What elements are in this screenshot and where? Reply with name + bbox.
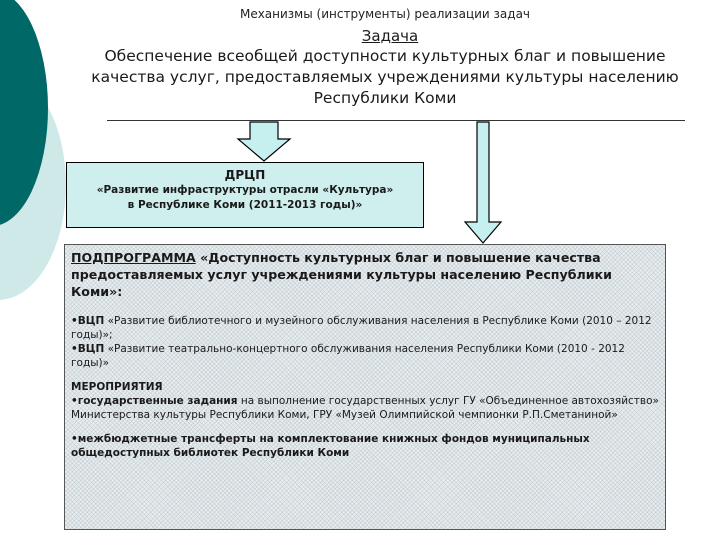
header-divider	[107, 120, 685, 121]
decorative-circles	[0, 0, 70, 300]
drcp-box	[66, 162, 424, 228]
gov-tasks-label: •государственные задания	[71, 395, 238, 407]
task-label: Задача	[361, 27, 419, 45]
drcp-line-1: «Развитие инфраструктуры отрасли «Культура»	[96, 184, 394, 196]
arrow-down-to-subprogram	[457, 121, 509, 245]
mechanisms-title: Механизмы (инструменты) реализации задач	[239, 7, 531, 21]
arrow-down-to-drcp	[236, 121, 292, 163]
drcp-title: ДРЦП	[224, 168, 266, 182]
subprogram-box	[64, 244, 666, 530]
events-title: МЕРОПРИЯТИЯ	[71, 381, 163, 393]
subprogram-label: ПОДПРОГРАММА	[71, 250, 196, 265]
transfers-item: •межбюджетные трансферты на комплектование книжных фондов муниципальных общедоступных библиотек Республики Коми	[71, 433, 590, 459]
drcp-line-2: в Республике Коми (2011-2013 годы)»	[127, 199, 363, 211]
vcp-bullet: •ВЦП	[71, 315, 105, 327]
subprogram-title	[71, 249, 659, 300]
gov-tasks-item	[71, 394, 659, 422]
subprogram-name: «Доступность культурных благ и повышение качества предоставляемых услуг учреждениями культуры населению Республики Коми»:	[71, 250, 612, 299]
vcp-bullet: •ВЦП	[71, 343, 105, 355]
vcp-item-library	[71, 314, 659, 342]
vcp-library-text: «Развитие библиотечного и музейного обслуживания населения в Республике Коми (2010 – 2012 годы)»;	[71, 315, 652, 341]
vcp-item-theatre	[71, 342, 659, 370]
gov-tasks-text: на выполнение государственных услуг ГУ «Объединенное автохозяйство» Министерства культуры Республики Коми, ГРУ «Музей Олимпийской чемпионки Р.П.Сметаниной»	[71, 395, 659, 421]
vcp-theatre-text: «Развитие театрально-концертного обслуживания населения Республики Коми (2010 - 2012 годы)»	[71, 343, 625, 369]
task-text: Обеспечение всеобщей доступности культурных благ и повышение качества услуг, предоставляемых учреждениями культуры населению Республики Коми	[91, 47, 679, 107]
